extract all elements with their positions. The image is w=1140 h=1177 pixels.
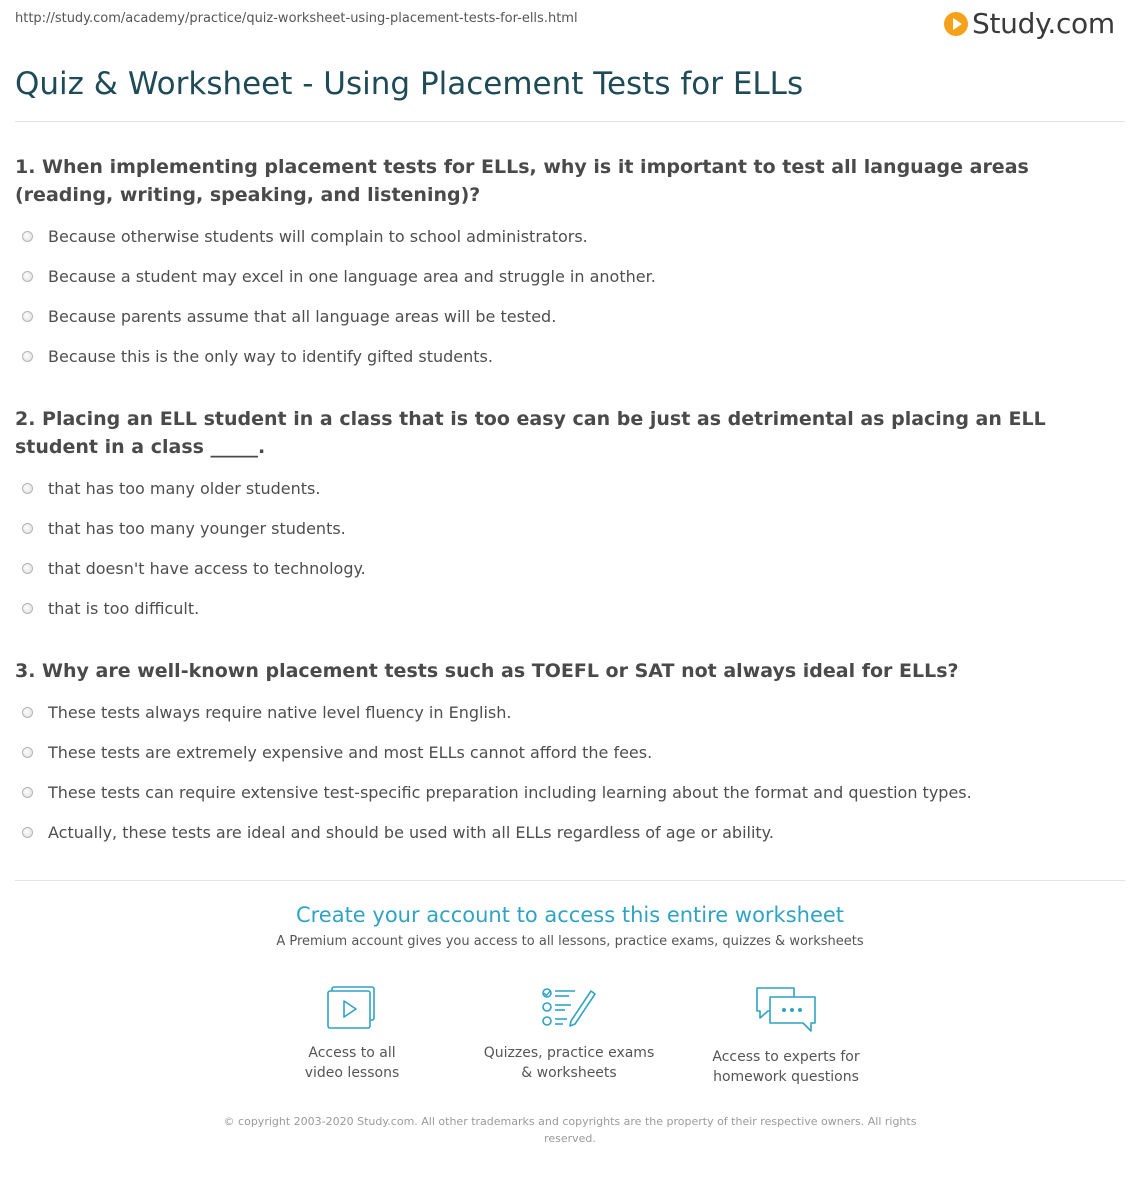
radio-button-icon[interactable] xyxy=(22,747,33,758)
answer-option[interactable] xyxy=(22,216,1102,256)
answer-option-label: Because a student may excel in one language area and struggle in another. xyxy=(48,266,656,286)
question-2-options xyxy=(22,468,1102,628)
radio-button-icon[interactable] xyxy=(22,271,33,282)
answer-option-label: that is too difficult. xyxy=(48,598,200,618)
feature-label: Quizzes, practice exams & worksheets xyxy=(483,1045,655,1081)
feature-quizzes xyxy=(459,985,679,1083)
page-title: Quiz & Worksheet - Using Placement Tests for ELLs xyxy=(15,66,804,102)
page-url: http://study.com/academy/practice/quiz-worksheet-using-placement-tests-for-ells.html xyxy=(15,11,578,26)
answer-option[interactable] xyxy=(22,256,1102,296)
answer-option-label: Because this is the only way to identify gifted students. xyxy=(48,346,493,366)
answer-option-label: Because parents assume that all language areas will be tested. xyxy=(48,306,557,326)
cta-subtitle: A Premium account gives you access to all lessons, practice exams, quizzes & worksheets xyxy=(276,934,864,949)
feature-video-lessons xyxy=(242,985,462,1083)
radio-button-icon[interactable] xyxy=(22,787,33,798)
play-logo-icon xyxy=(944,12,968,36)
radio-button-icon[interactable] xyxy=(22,827,33,838)
radio-button-icon[interactable] xyxy=(22,231,33,242)
radio-button-icon[interactable] xyxy=(22,523,33,534)
answer-option[interactable] xyxy=(22,468,1102,508)
answer-option[interactable] xyxy=(22,336,1102,376)
radio-button-icon[interactable] xyxy=(22,563,33,574)
answer-option-label: Actually, these tests are ideal and should be used with all ELLs regardless of age or ability. xyxy=(48,822,774,842)
answer-option[interactable] xyxy=(22,548,1102,588)
answer-option[interactable] xyxy=(22,296,1102,336)
radio-button-icon[interactable] xyxy=(22,311,33,322)
radio-button-icon[interactable] xyxy=(22,483,33,494)
answer-option-label: These tests always require native level fluency in English. xyxy=(48,702,512,722)
logo-text: Study.com xyxy=(972,7,1115,40)
feature-label: Access to all video lessons xyxy=(304,1045,400,1081)
answer-option[interactable] xyxy=(22,692,1102,732)
radio-button-icon[interactable] xyxy=(22,707,33,718)
question-3: 3. Why are well-known placement tests such as TOEFL or SAT not always ideal for ELLs? xyxy=(15,660,959,682)
feature-experts xyxy=(676,985,896,1087)
cta-divider xyxy=(15,880,1125,881)
answer-option-label: that has too many younger students. xyxy=(48,518,346,538)
title-divider xyxy=(15,121,1125,122)
feature-label: Access to experts for homework questions xyxy=(712,1049,860,1085)
create-account-link[interactable]: Create your account to access this entire worksheet xyxy=(295,903,845,927)
radio-button-icon[interactable] xyxy=(22,351,33,362)
question-2: 2. Placing an ELL student in a class that is too easy can be just as detrimental as placing an ELL student in a class _____. xyxy=(15,408,1046,458)
answer-option-label: that doesn't have access to technology. xyxy=(48,558,366,578)
answer-option-label: Because otherwise students will complain to school administrators. xyxy=(48,226,588,246)
answer-option[interactable] xyxy=(22,588,1102,628)
answer-option[interactable] xyxy=(22,508,1102,548)
answer-option-label: that has too many older students. xyxy=(48,478,321,498)
copyright-notice: © copyright 2003-2020 Study.com. All other trademarks and copyrights are the property of their respective owners. All rights reserved. xyxy=(223,1115,917,1145)
answer-option[interactable] xyxy=(22,772,1102,812)
question-3-options xyxy=(22,692,1102,852)
answer-option[interactable] xyxy=(22,732,1102,772)
study-logo[interactable] xyxy=(944,6,1115,42)
answer-option[interactable] xyxy=(22,812,1102,852)
quiz-checklist-icon xyxy=(541,985,597,1031)
chat-bubbles-icon xyxy=(754,985,818,1035)
answer-option-label: These tests can require extensive test-specific preparation including learning about the format and question types. xyxy=(48,782,972,802)
radio-button-icon[interactable] xyxy=(22,603,33,614)
question-1: 1. When implementing placement tests for ELLs, why is it important to test all language areas (reading, writing, speaking, and listening)? xyxy=(15,156,1029,206)
question-1-options xyxy=(22,216,1102,376)
answer-option-label: These tests are extremely expensive and most ELLs cannot afford the fees. xyxy=(48,742,653,762)
video-lesson-icon xyxy=(326,985,378,1031)
